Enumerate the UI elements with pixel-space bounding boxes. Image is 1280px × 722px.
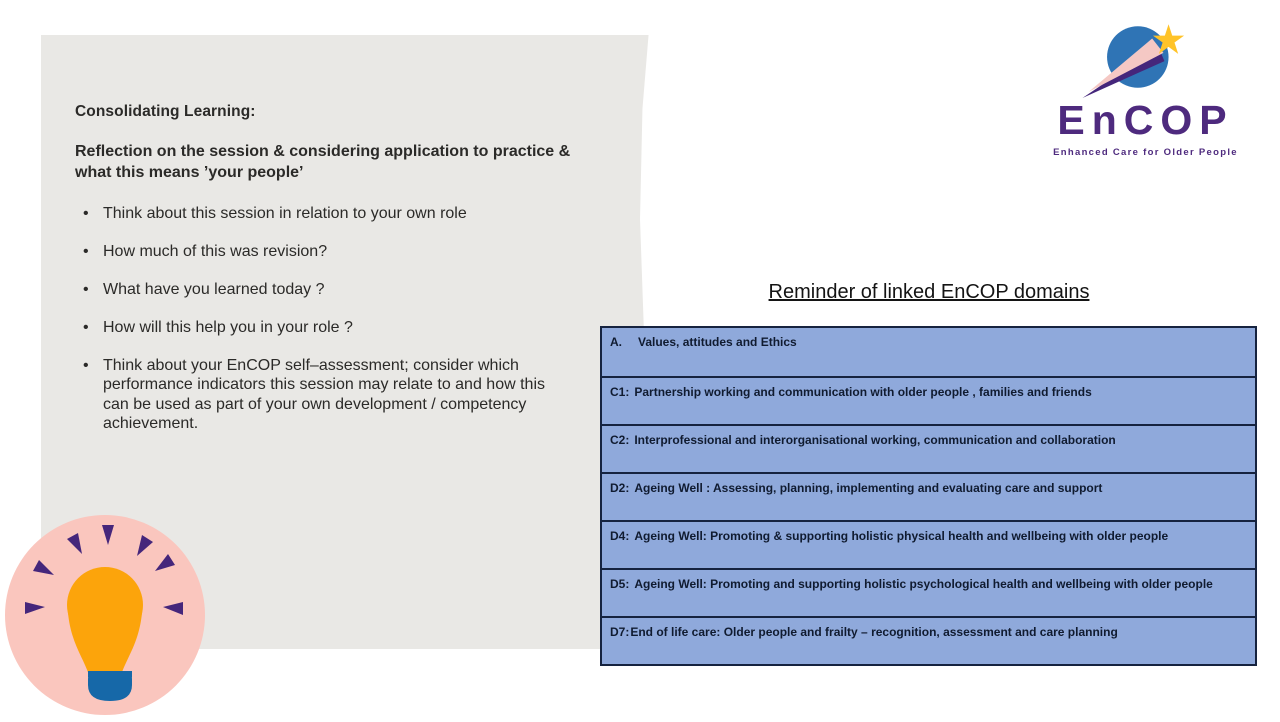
table-row [602, 328, 1255, 376]
domain-code: C1: [610, 385, 630, 399]
list-item [75, 242, 563, 262]
table-row [602, 568, 1255, 616]
domain-text: Ageing Well: Promoting & supporting holistic physical health and wellbeing with older people [634, 529, 1169, 543]
domain-code: C2: [610, 433, 630, 447]
domain-text: End of life care: Older people and frailty – recognition, assessment and care planning [630, 625, 1118, 639]
bullet-text: What have you learned today ? [103, 280, 325, 298]
domain-code: A. [610, 335, 622, 349]
bullet-text: Think about this session in relation to your own role [103, 204, 467, 222]
shooting-star-icon [1071, 16, 1221, 98]
domain-text: Values, attitudes and Ethics [638, 335, 797, 349]
domain-code: D2: [610, 481, 630, 495]
domain-text: Ageing Well: Promoting and supporting holistic psychological health and wellbeing with older people [634, 577, 1213, 591]
table-row [602, 520, 1255, 568]
domain-code: D4: [610, 529, 630, 543]
domain-code: D5: [610, 577, 630, 591]
list-item [75, 318, 563, 338]
panel-heading: Consolidating Learning: [75, 103, 256, 120]
domain-code: D7: [610, 625, 630, 639]
logo-wordmark: EnCOP [1057, 97, 1234, 143]
reflection-bullet-list [75, 204, 563, 434]
domains-title: Reminder of linked EnCOP domains [768, 281, 1090, 303]
domain-text: Partnership working and communication with older people , families and friends [634, 385, 1092, 399]
list-item [75, 204, 563, 224]
table-row [602, 424, 1255, 472]
domain-text: Interprofessional and interorganisational working, communication and collaboration [634, 433, 1116, 447]
list-item [75, 356, 563, 434]
table-row [602, 616, 1255, 664]
logo-tagline: Enhanced Care for Older People [1053, 147, 1238, 158]
panel-subheading: Reflection on the session & considering application to practice & what this means ’your people’ [75, 143, 571, 181]
domains-table [600, 326, 1257, 666]
table-row [602, 376, 1255, 424]
domain-text: Ageing Well : Assessing, planning, implementing and evaluating care and support [634, 481, 1103, 495]
bullet-text: How much of this was revision? [103, 242, 328, 260]
lightbulb-icon [5, 515, 207, 722]
list-item [75, 280, 563, 300]
bullet-text: How will this help you in your role ? [103, 318, 353, 336]
encop-logo [1033, 16, 1258, 158]
table-row [602, 472, 1255, 520]
reflection-panel [75, 103, 595, 452]
bullet-text: Think about your EnCOP self–assessment; consider which performance indicators this session may relate to and how this can be used as part of your own development / competency achievement. [103, 356, 545, 433]
